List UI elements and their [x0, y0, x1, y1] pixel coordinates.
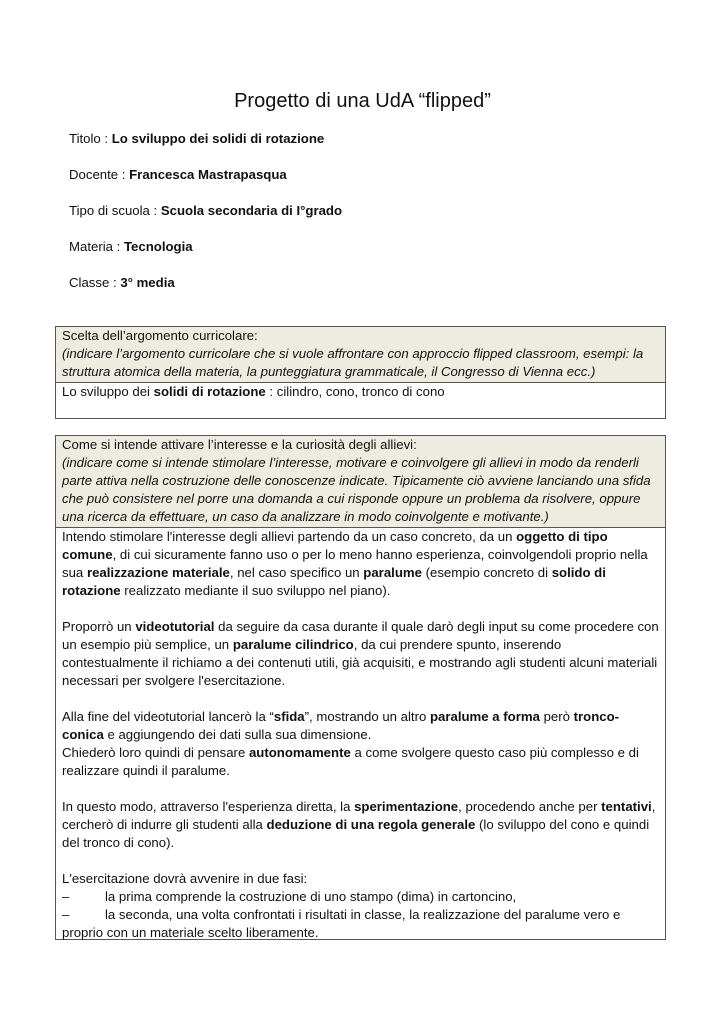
meta-school-row — [69, 202, 342, 238]
interest-hint: (indicare come si intende stimolare l’interesse, motivare e coinvolgere gli allievi in modo da renderli parte attiva nella costruzione delle conoscenze indicate. Tipicamente ciò avviene lanciando una sfida che può consistere nel porre una domanda a cui risponde oppure un problema da risolvere, oppure una ricerca da effettuare, un caso da analizzare in modo coinvolgente e motivante.) — [62, 455, 651, 524]
paragraph-6: L'esercitazione dovrà avvenire in due fasi: — [62, 871, 308, 886]
topic-hint: (indicare l’argomento curricolare che si vuole affrontare con approccio flipped classroom, esempi: la struttura atomica della materia, la punteggiatura grammaticale, il Congresso di Vienna ecc.) — [62, 346, 644, 379]
interest-heading: Come si intende attivare l’interesse e la curiosità degli allievi: — [62, 437, 417, 452]
paragraph-1 — [62, 528, 660, 600]
bold-text: realizzazione materiale — [86, 565, 230, 580]
dash-bullet: – — [62, 907, 70, 922]
meta-label: Tipo di scuola : — [69, 203, 161, 218]
bold-text: tronco-conica — [62, 709, 620, 742]
topic-heading: Scelta dell’argomento curricolare: — [62, 328, 258, 343]
bold-text: videotutorial — [135, 619, 215, 634]
meta-label: Titolo : — [69, 131, 112, 146]
text-run: da seguire da casa durante il quale darò degli input su come procedere con un esempio più semplice, un — [62, 619, 659, 652]
meta-title-row — [69, 130, 342, 166]
text-run: però — [539, 709, 574, 724]
text-run: ”, mostrando un altro — [304, 709, 430, 724]
topic-text — [62, 383, 660, 401]
interest-box — [55, 435, 666, 940]
bold-text: autonomamente — [248, 745, 351, 760]
text-run: e aggiungendo dei dati sulla sua dimensione. — [103, 727, 372, 742]
dash-bullet: – — [62, 889, 70, 904]
meta-value: Scuola secondaria di I°grado — [160, 203, 343, 218]
text-run: Intendo stimolare l'interesse degli allievi partendo da un caso concreto, da un — [62, 529, 517, 544]
bold-text: sperimentazione — [354, 799, 459, 814]
meta-label: Docente : — [69, 167, 130, 182]
meta-label: Materia : — [69, 239, 124, 254]
bold-text: deduzione di una regola generale — [266, 817, 476, 832]
topic-text-part: Lo sviluppo dei — [62, 384, 154, 399]
step-2-text: la seconda, una volta confrontati i risultati in classe, la realizzazione del paralume vero e proprio con un materiale scelto liberamente. — [62, 907, 621, 940]
meta-value: 3° media — [120, 275, 175, 290]
list-item — [62, 906, 660, 942]
paragraph-5 — [62, 798, 660, 852]
topic-box-body — [56, 383, 665, 401]
text-run: Alla fine del videotutorial lancerò la “ — [62, 709, 274, 724]
list-item — [62, 888, 660, 906]
text-run: , nel caso specifico un — [229, 565, 364, 580]
meta-class-row — [69, 274, 342, 310]
meta-value: Francesca Mastrapasqua — [129, 167, 287, 182]
text-run: Chiederò loro quindi di pensare — [62, 745, 249, 760]
bold-text: solido di rotazione — [62, 565, 606, 598]
meta-value: Tecnologia — [123, 239, 193, 254]
bold-text: tentativi — [601, 799, 652, 814]
meta-block — [69, 130, 342, 310]
bold-text: paralume a forma — [429, 709, 540, 724]
interest-box-body — [56, 528, 665, 942]
paragraph-2 — [62, 618, 660, 690]
text-run: Proporrò un — [62, 619, 136, 634]
topic-box — [55, 326, 666, 419]
text-run: (esempio concreto di — [421, 565, 552, 580]
topic-text-part: : cilindro, cono, tronco di cono — [265, 384, 445, 399]
bold-text: paralume — [363, 565, 422, 580]
meta-label: Classe : — [69, 275, 121, 290]
bold-text: paralume cilindrico — [232, 637, 354, 652]
paragraph-4 — [62, 744, 660, 780]
step-1-text: la prima comprende la costruzione di uno stampo (dima) in cartoncino, — [105, 889, 517, 904]
text-run: , di cui sicuramente fanno uso o per lo meno hanno esperienza, coinvolgendoli proprio nella sua — [62, 547, 648, 580]
topic-text-bold: solidi di rotazione — [153, 384, 266, 399]
meta-subject-row — [69, 238, 342, 274]
text-run: (lo sviluppo del cono e quindi del tronco di cono). — [62, 817, 650, 850]
text-run: , da cui prendere spunto, inserendo contestualmente il richiamo a dei contenuti utili, già acquisiti, e mostrando agli studenti alcuni materiali necessari per svolgere l'esercitazione. — [62, 637, 658, 688]
text-run: realizzato mediante il suo sviluppo nel piano). — [120, 583, 391, 598]
interest-box-header — [56, 436, 665, 528]
bold-text: oggetto di tipo comune — [62, 529, 608, 562]
text-run: , procedendo anche per — [458, 799, 602, 814]
text-run: , cercherò di indurre gli studenti alla — [62, 799, 656, 832]
text-run: In questo modo, attraverso l'esperienza diretta, la — [62, 799, 355, 814]
page-title: Progetto di una UdA “flipped” — [234, 90, 491, 112]
meta-teacher-row — [69, 166, 342, 202]
meta-value: Lo sviluppo dei solidi di rotazione — [111, 131, 325, 146]
bold-text: sfida — [273, 709, 305, 724]
topic-box-header — [56, 327, 665, 383]
text-run: a come svolgere questo caso più complesso e di realizzare quindi il paralume. — [62, 745, 639, 778]
paragraph-3 — [62, 708, 660, 744]
